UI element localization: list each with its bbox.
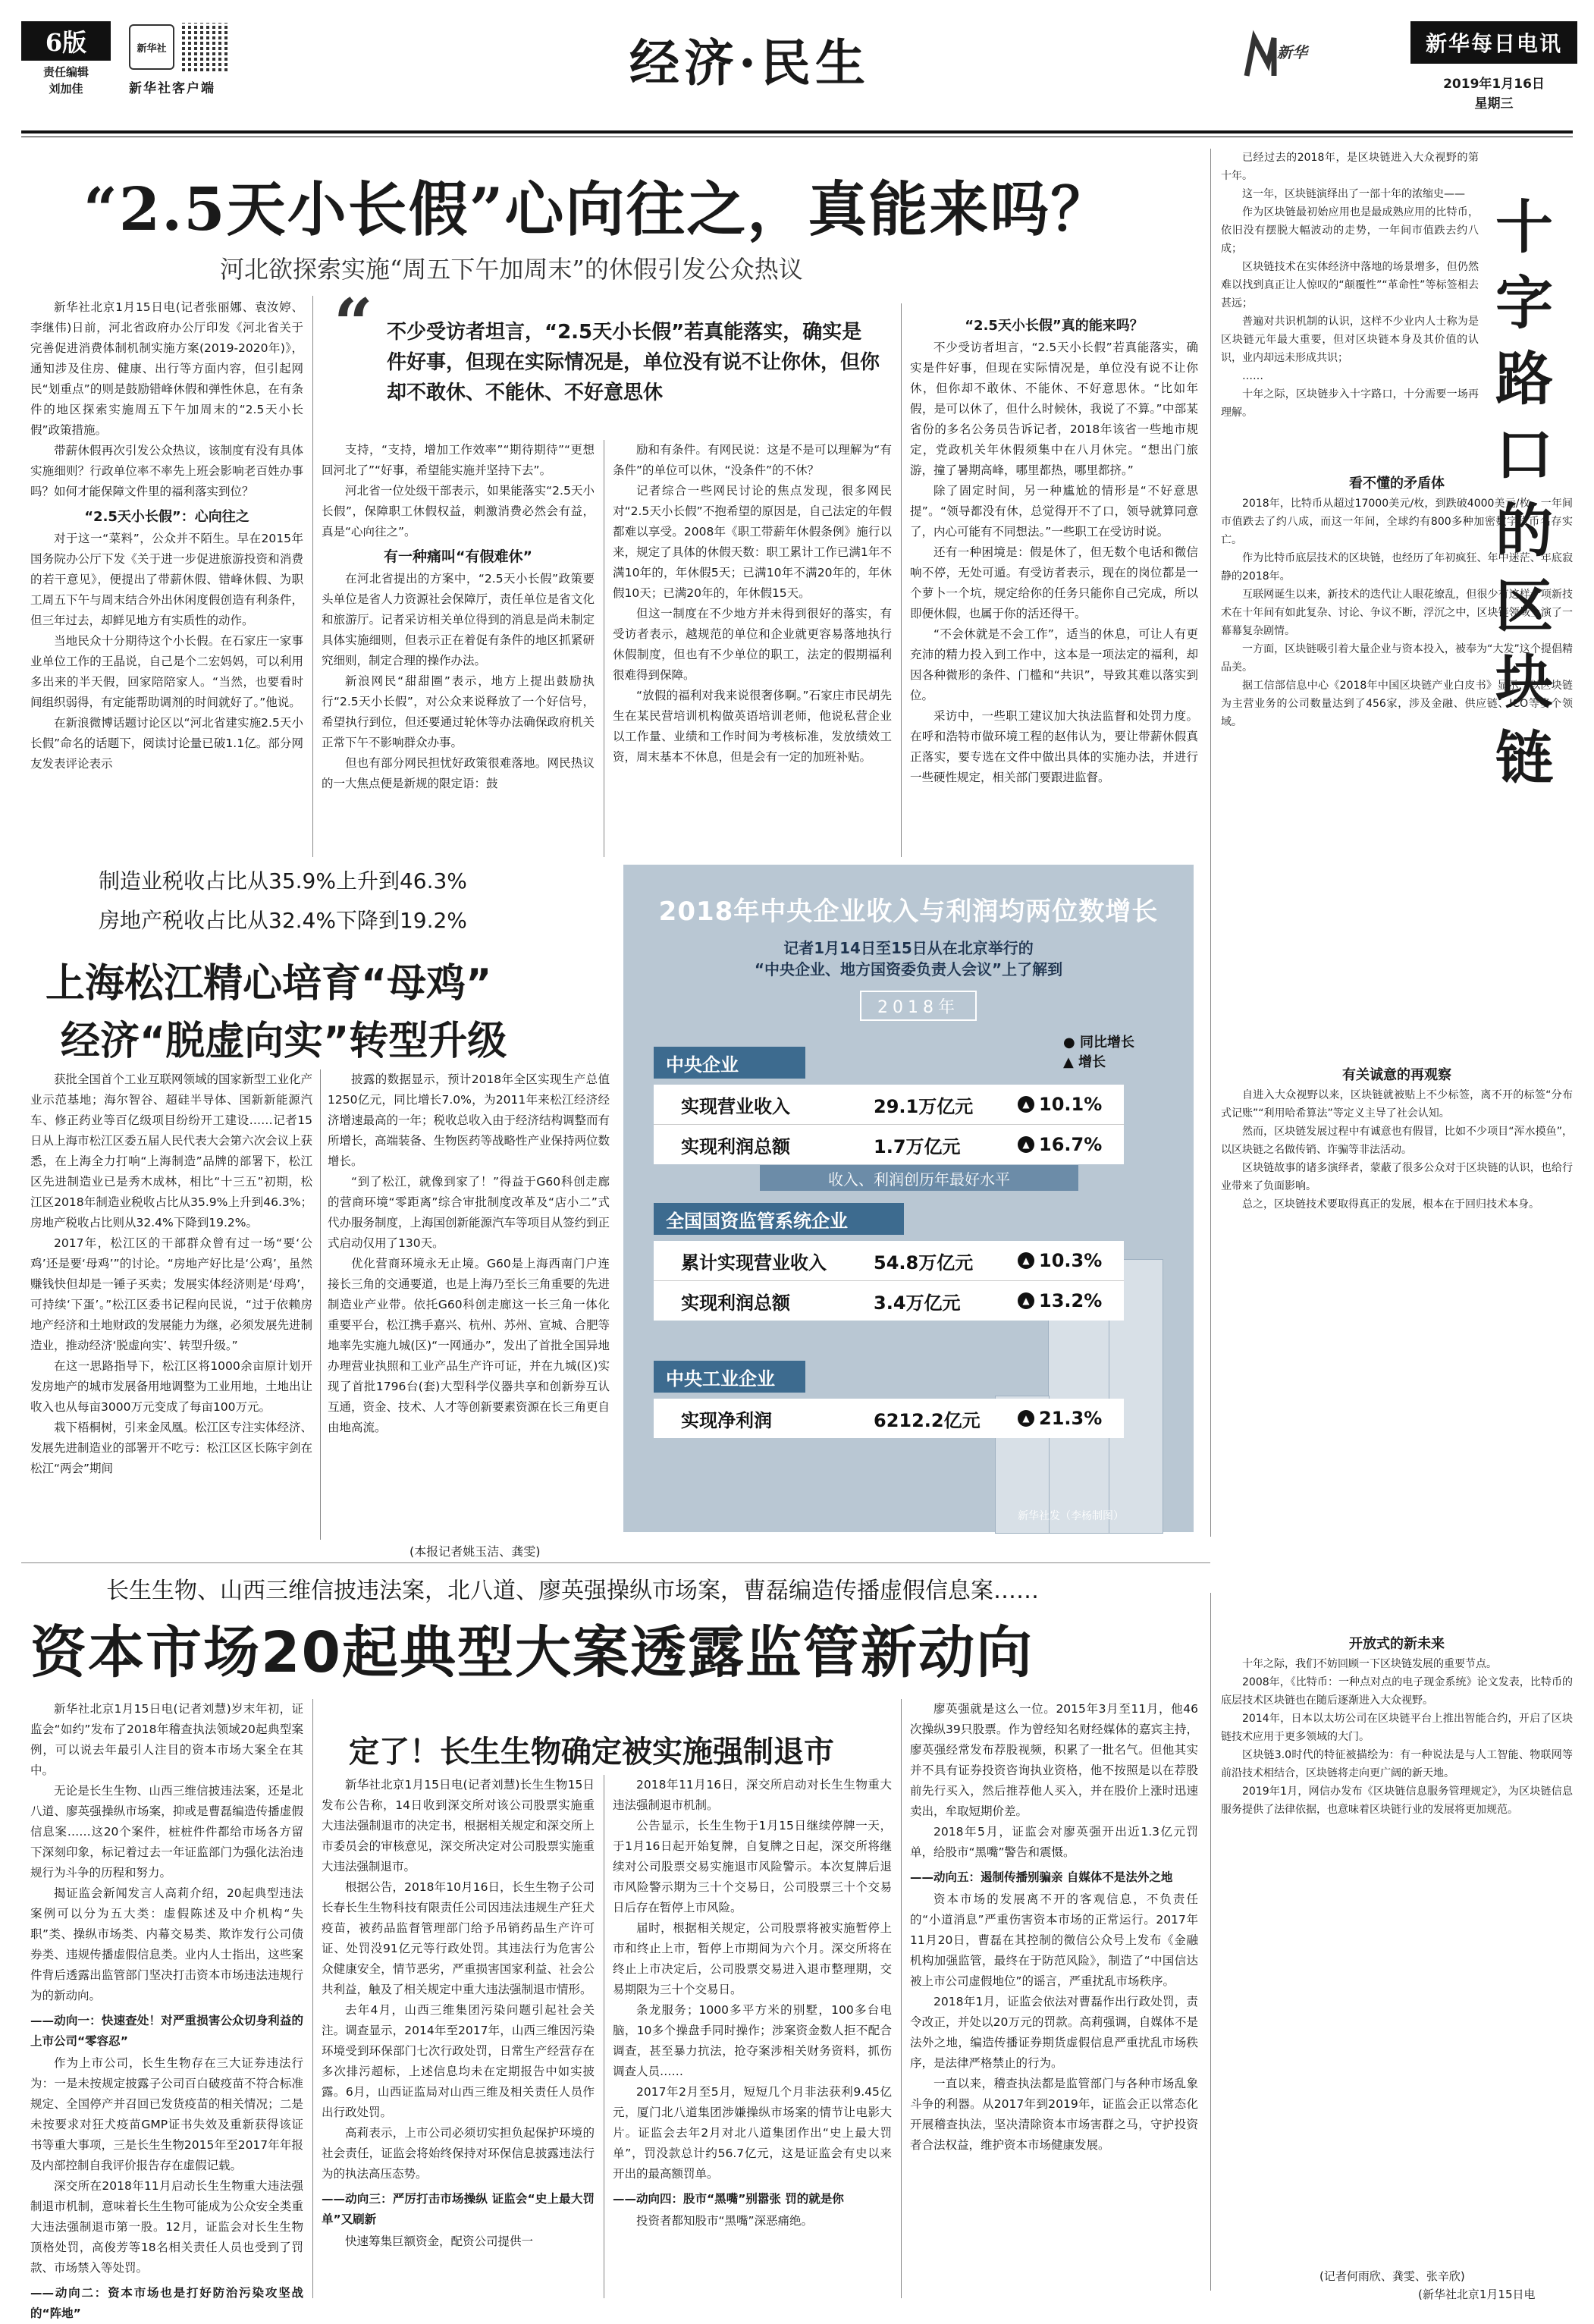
paragraph: 河北省一位处级干部表示，如果能落实“2.5天小长假”，保障职工休假权益，刺激消费必然会有益，真是“心向往之”。	[322, 484, 595, 539]
paragraph: 自进入大众视野以来，区块链就被贴上不少标签，离不开的标签“分布式记账”“利用哈希算法”等定义主导了社会认知。	[1221, 1089, 1573, 1120]
client-logo-area	[129, 20, 243, 111]
blockchain-title: 十字路口的区块链	[1495, 193, 1553, 792]
issue-date	[1410, 74, 1577, 114]
up-arrow-icon: ▲	[1018, 1252, 1034, 1269]
editor-info	[21, 64, 111, 97]
row-growth	[1018, 1094, 1102, 1115]
paragraph: 然而，区块链发展过程中有诚意也有假冒，比如不少项目“浑水摸鱼”，以区块链之名做传销、诈骗等非法活动。	[1221, 1126, 1573, 1156]
shanghai-tagline-1: 制造业税收占比从35.9%上升到46.3%	[99, 868, 467, 893]
lead-pull-quote: 不少受访者坦言，“2.5天小长假”若真能落实，确实是件好事，但现在实际情况是，单位没有说不让你休，但你却不敢休、不能休、不好意思休	[387, 321, 880, 404]
paragraph: 新华社北京1月15日电(记者张丽娜、袁汝婷、李继伟)日前，河北省政府办公厅印发《河北省关于完善促进消费体制机制实施方案(2019-2020年)》，通知涉及住房、健康、出行等方面内容，但引起网民“划重点”的则是鼓励错峰休假和弹性休息，在有条件的地区探索实施周五下午加周末的“2.5天小长假”政策措施。	[30, 300, 303, 437]
column-divider	[312, 296, 313, 857]
section-rule	[21, 1562, 1210, 1563]
column-divider	[320, 1069, 321, 1540]
lead-subhead-1: “2.5天小长假”：心向往之	[84, 509, 249, 525]
paragraph: 根据公告，2018年10月16日，长生生物子公司长春长生生物科技有限责任公司因违法违规生产狂犬疫苗，被药品监督管理部门给予吊销药品生产许可证、处罚没91亿元等行政处罚。其违法行为危害公众健康安全，情节恶劣，严重损害国家利益、社会公共利益，触及了相关规定中重大违法强制退市情形。	[322, 1880, 595, 1996]
row-label: 实现营业收入	[681, 1095, 790, 1117]
infographic-subtitle-line-1: 记者1月14日至15日从在北京举行的	[783, 939, 1034, 957]
paragraph: 优化营商环境永无止境。G60是上海西南门户连接长三角的交通要道，也是上海乃至长三角重要的先进制造业产业带。依托G60科创走廊这一长三角一体化重要平台，松江携手嘉兴、杭州、苏州、宣城、合肥等地率先实施九城(区)“一网通办”，发出了首批全国异地办理营业执照和工业产品生产许可证，并在九城(区)实现了首批1796台(套)大型科学仪器共享和创新券互认互通，资金、技术、人才等创新要素资源在长三角更自由地高流。	[328, 1257, 610, 1434]
paragraph: 2018年11月16日，深交所启动对长生生物重大违法强制退市机制。	[613, 1778, 892, 1812]
paragraph: 2018年5月，证监会对廖英强开出近1.3亿元罚单，给股市“黑嘴”警告和震慑。	[910, 1825, 1198, 1859]
paragraph: “放假的福利对我来说很奢侈啊。”石家庄市民胡先生在某民营培训机构做英语培训老师，他说私营企业以工作量、业绩和工作时间为考核标准，发放绩效工资，周末基本不休息，但是会有一定的加班补贴。	[613, 689, 892, 764]
news-logo-graphic	[1244, 30, 1307, 83]
paragraph: 记者综合一些网民讨论的焦点发现，很多网民对“2.5天小长假”不抱希望的原因是，自己法定的年假都难以享受。2008年《职工带薪年休假条例》施行以来，规定了具体的休假天数：职工累计工作已满1年不满10年的，年休假5天；已满10年不满20年的，年休假10天；已满20年的，年休假15天。	[613, 484, 892, 600]
data-row	[654, 1085, 1124, 1125]
data-row	[654, 1399, 1124, 1438]
up-arrow-icon: ▲	[1018, 1136, 1034, 1153]
lead-column-3	[613, 440, 892, 857]
paragraph: 廖英强就是这么一位。2015年3月至11月，他46次操纵39只股票。作为曾经知名财经媒体的嘉宾主持，廖英强经常发布荐股视频，积累了一批名气。但他其实并不具有证券投资咨询执业资格，他不按照是以在荐股前先行买入，然后推荐他人买入，并在股价上涨时迅速卖出，牟取短期价差。	[910, 1702, 1198, 1818]
paragraph: 去年4月，山西三维集团污染问题引起社会关注。调查显示，2014年至2017年，山西三维因污染环境受到环保部门七次行政处罚，日常生产经营存在多次排污超标，上述信息均未在定期报告中如实披露。6月，山西证监局对山西三维及相关责任人员作出行政处罚。	[322, 2003, 595, 2119]
paragraph: 区块链技术在实体经济中落地的场景增多，但仍然难以找到真正让人惊叹的“颠覆性”“革命性”等标签相去甚远；	[1221, 261, 1479, 309]
paragraph: 披露的数据显示，预计2018年全区实现生产总值1250亿元，同比增长7.0%，为2011年来松江经济经济增速最高的一年；税收总收入由于经济结构调整而有所增长，高端装备、生物医药等战略性产业保持两位数增长。	[328, 1072, 610, 1168]
legend-yoy-label: 同比增长	[1080, 1035, 1134, 1051]
up-arrow-icon: ▲	[1018, 1096, 1034, 1113]
shanghai-headline-2: 经济“脱虚向实”转型升级	[61, 1019, 507, 1064]
row-value: 29.1万亿元	[874, 1095, 974, 1117]
lead-headline: “2.5天小长假”心向往之，真能来吗？	[83, 175, 1112, 244]
row-growth-value: 21.3%	[1039, 1408, 1103, 1429]
paragraph: 总之，区块链技术要取得真正的发展，根本在于回归技术本身。	[1242, 1198, 1539, 1211]
blockchain-subhead-2: 有关诚意的再观察	[1342, 1067, 1451, 1083]
capital-subhead-2: ——动向二：资本市场也是打好防治污染攻坚战的“阵地”	[30, 2286, 303, 2320]
paragraph: 2018年1月，证监会依法对曹磊作出行政处罚，责令改正，并处以20万元的罚款。高莉强调，自媒体不是法外之地，编造传播证券期货虚假信息严重扰乱市场秩序，是法律严格禁止的行为。	[910, 1995, 1198, 2070]
legend-inc-label: 增长	[1078, 1054, 1106, 1070]
capital-column-2	[322, 1775, 595, 2298]
date-text: 2019年1月16日	[1443, 77, 1545, 92]
paragraph: 作为区块链最初始应用也是最成熟应用的比特币，依旧没有摆脱大幅波动的走势，一年间市值跌去约八成；	[1221, 206, 1479, 255]
paragraph: 除了固定时间，另一种尴尬的情形是“不好意思提”。“领导都没有休，总觉得开不了口，领导就算同意了，内心可能有不同想法。”一些职工在受访时说。	[910, 484, 1198, 539]
up-arrow-icon: ▲	[1018, 1410, 1034, 1427]
lead-subhead-2: 有一种痛叫“有假难休”	[384, 548, 532, 565]
lead-column-1	[30, 297, 303, 887]
row-label: 实现利润总额	[681, 1135, 790, 1157]
news-logo-icon	[1244, 30, 1307, 91]
capital-column-3	[613, 1775, 892, 2298]
paragraph: 在这一思路指导下，松江区将1000余亩原计划开发房地产的城市发展备用地调整为工业用地，土地出让收入也从每亩3000万元变成了每亩100万元。	[30, 1359, 313, 1414]
paragraph: 据工信部信息中心《2018年中国区块链产业白皮书》显示，以区块链为主营业务的公司数量达到了456家，涉及金融、供应链、ICO等多个领域。	[1221, 680, 1573, 728]
paragraph: 在河北省提出的方案中，“2.5天小长假”政策要头单位是省人力资源社会保障厅，责任单位是省文化和旅游厅。记者采访相关单位得到的消息是尚未制定具体实施细则，但表示正在着促有条件的地区抓紧研究细则，制定合理的操作办法。	[322, 572, 595, 667]
row-growth	[1018, 1134, 1102, 1155]
paragraph: 资本市场的发展离不开的客观信息，不负责任的“小道消息”严重伤害资本市场的正常运行。2017年11月20日，曹磊在其控制的微信公众号上发布《金融机构加强监管，最终在于防范风险》，制造了“中国信达被上市公司虚假地位”的谣言，严重扰乱市场秩序。	[910, 1892, 1198, 1988]
group-central-soe-panel	[654, 1085, 1124, 1164]
paragraph: 作为上市公司，长生生物存在三大证券违法行为：一是未按规定披露子公司百白破疫苗不符合标准规定、全国停产并召回已发货疫苗的相关情况；二是未按要求对狂犬疫苗GMP证书失效及重新获得该证书等重大事项，三是长生生物2015年至2017年年报及内部控制自我评价报告存在虚假记载。	[30, 2056, 303, 2172]
column-divider	[901, 303, 902, 857]
paragraph: 2018年，比特币从超过17000美元/枚，到跌破4000美元/枚，一年间市值跌去了约八成，而这一年间，全球约有800多种加密数字货币名存实亡。	[1221, 498, 1573, 546]
shanghai-byline: (本报记者姚玉洁、龚雯)	[409, 1544, 541, 1559]
section-title: 经济·民生	[629, 33, 870, 93]
capital-subhead-3: ——动向三：严厉打击市场操纵 证监会“史上最大罚单”又刷新	[322, 2192, 595, 2226]
up-arrow-icon: ▲	[1018, 1292, 1034, 1309]
blockchain-section-3	[1221, 1631, 1573, 2260]
infographic-credit: 新华社发（李杨制图）	[1018, 1510, 1124, 1522]
record-banner: 收入、利润创历年最好水平	[760, 1165, 1078, 1191]
blockchain-byline-authors: (记者何雨欣、龚雯、张辛欣)	[1319, 2269, 1465, 2283]
lead-column-4	[910, 311, 1198, 857]
blockchain-dateline: (新华社北京1月15日电	[1418, 2288, 1536, 2301]
paragraph: 励和有条件。有网民说：这是不是可以理解为“有条件”的单位可以休，“没条件”的不休？	[613, 443, 892, 477]
paragraph: 十年之际，我们不妨回顾一下区块链发展的重要节点。	[1242, 1658, 1497, 1670]
paragraph: 在新浪微博话题讨论区以“河北省建实施2.5天小长假”命名的话题下，阅读讨论量已破1.1亿。部分网友发表评论表示	[30, 716, 303, 771]
paragraph: 2017年，松江区的干部群众曾有过一场“要‘公鸡’还是要‘母鸡’”的讨论。“房地产好比是‘公鸡’，虽然赚钱快但却是一锤子买卖；发展实体经济则是‘母鸡’，可持续‘下蛋’。”松江区委书记程向民说，“过于依赖房地产经济和土地财政的发展能力为继，必须发展先进制造业，推动经济‘脱虚向实’、转型升级。”	[30, 1236, 313, 1352]
paragraph: 普遍对共识机制的认识，这样不少业内人士称为是区块链元年最大重要，但对区块链本身及其价值的认识，业内却远未形成共识；	[1221, 316, 1479, 364]
capital-subhead-1: ——动向一：快速查处！对严重损害公众切身利益的上市公司“零容忍”	[30, 2014, 303, 2048]
qr-code-overlay	[182, 23, 231, 71]
shanghai-tagline-2: 房地产税收占比从32.4%下降到19.2%	[99, 908, 467, 933]
capital-subheadline: 长生生物、山西三维信披违法案，北八道、廖英强操纵市场案，曹磊编造传播虚假信息案……	[106, 1578, 1039, 1604]
paragraph: 公告显示，长生生物于1月15日继续停牌一天，于1月16日起开始复牌，自复牌之日起，深交所将继续对公司股票交易实施退市风险警示。本次复牌后退市风险警示期为三十个交易日，公司股票三十个交易日后存在暂停上市风险。	[613, 1819, 892, 1914]
paragraph: 支持，“支持，增加工作效率”“期待期待”“更想回河北了”“好事，希望能实施并坚持下去”。	[322, 443, 595, 477]
paragraph: 揭证监会新闻发言人高莉介绍，20起典型违法案例可以分为五大类：虚假陈述及中介机构“失职”类、操纵市场类、内幕交易类、欺诈发行公司债券类、违规传播虚假信息类。业内人士指出，这些案件背后透露出监管部门坚决打击资本市场违法违规行为的新动向。	[30, 1886, 303, 2002]
row-label: 实现净利润	[681, 1409, 772, 1431]
capital-column-1	[30, 1699, 303, 2320]
infographic-subtitle	[623, 937, 1194, 980]
paragraph: 高莉表示，上市公司必须切实担负起保护环境的社会责任，证监会将始终保持对环保信息披露违法行为的执法高压态势。	[322, 2126, 595, 2181]
paragraph: 投资者都知股市“黑嘴”深恶痛绝。	[636, 2214, 814, 2228]
column-divider	[901, 1699, 902, 2298]
group-national-soe-panel	[654, 1241, 1124, 1321]
paragraph: 当地民众十分期待这个小长假。在石家庄一家事业单位工作的王晶说，自己是个二宏妈妈，可以利用多出来的半天假，回家陪陪家人。“当然，也要看时间组织弱得，有定能帮助调剂的时间就好了。”他说。	[30, 634, 303, 709]
lead-subheadline: 河北欲探索实施“周五下午加周末”的休假引发公众热议	[220, 255, 803, 284]
paragraph: 一直以来，稽查执法都是监管部门与各种市场乱象斗争的利器。从2017年到2019年，证监会正以常态化开展稽查执法，坚决清除资本市场害群之马，守护投资者合法权益，维护资本市场健康发展。	[910, 2077, 1198, 2152]
blockchain-subhead-3: 开放式的新未来	[1349, 1636, 1445, 1652]
row-growth-value: 16.7%	[1039, 1134, 1103, 1155]
blockchain-section-1	[1221, 470, 1573, 1054]
group-central-soe: 中央企业	[654, 1047, 805, 1079]
blockchain-divider	[1210, 149, 1211, 1537]
paragraph: 采访中，一些职工建议加大执法监督和处罚力度。在呼和浩特市做环境工程的赵伟认为，要让带薪休假真正落实，要专选在文件中做出具体的实施办法，并进行一些硬性规定，相关部门要跟进监督。	[910, 709, 1198, 784]
row-growth	[1018, 1408, 1102, 1429]
paragraph: 但也有部分网民担忧好政策很难落地。网民热议的一大焦点便是新规的限定语：鼓	[322, 756, 595, 790]
capital-subhead-5: ——动向五：遏制传播别骗亲 自媒体不是法外之地	[910, 1870, 1173, 1884]
paragraph: 新华社北京1月15日电(记者刘慧)岁末年初，证监会“如约”发布了2018年稽查执法领域20起典型案例，可以说去年最引人注目的资本市场大案全在其中。	[30, 1702, 303, 1777]
paragraph: 作为比特币底层技术的区块链，也经历了年初疯狂、年中迷茫、年底寂静的2018年。	[1221, 552, 1573, 583]
paragraph: 带薪休假再次引发公众热议，该制度有没有具体实施细则？行政单位率不率先上班会影响老百姓办事吗？如何才能保障文件里的福利落实到位？	[30, 444, 303, 498]
paragraph: “到了松江，就像到家了！”得益于G60科创走廊的营商环境“零距离”综合审批制度改革及“店小二”式代办服务制度，上海国创新能源汽车等项目从签约到正式启动仅用了130天。	[328, 1175, 610, 1250]
paragraph: 获批全国首个工业互联网领域的国家新型工业化产业示范基地；海尔智谷、超硅半导体、国新新能源汽车、修正药业等百亿级项目纷纷开工建设……记者15日从上海市松江区委五届人民代表大会第六次会议上获悉，在上海全力打响“上海制造”品牌的部署下，松江区先进制造业已是秀木成林，相比“十三五”初期，松江区2018年制造业税收占比从35.9%上升到46.3%；房地产税收占比则从32.4%下降到19.2%。	[30, 1072, 313, 1230]
weekday-text: 星期三	[1474, 96, 1514, 111]
client-label: 新华社客户端	[129, 81, 215, 96]
delisting-headline: 定了！长生生物确定被实施强制退市	[349, 1735, 834, 1770]
paragraph: 无论是长生生物、山西三维信披违法案，还是北八道、廖英强操纵市场案，抑或是曹磊编造传播虚假信息案……这20个案件，桩桩件件都给市场各方留下深刻印象，标记着过去一年证监部门为强化法治违规行为斗争的历程和努力。	[30, 1784, 303, 1880]
infographic-title: 2018年中央企业收入与利润均两位数增长	[658, 897, 1159, 927]
blockchain-section-2	[1221, 1062, 1573, 1623]
paragraph: 一方面，区块链吸引着大量企业与资本投入，被奉为“大发”这个提倡精品美。	[1221, 643, 1573, 674]
editor-label: 责任编辑	[42, 65, 89, 79]
paragraph: 条龙服务；1000多平方米的别墅，100多台电脑，10多个操盘手同时操作；涉案资金数人拒不配合调查，甚至暴力抗法，抢夺案涉相关财务资料，抓伤调查人员……	[613, 2003, 892, 2078]
shanghai-headline-1: 上海松江精心培育“母鸡”	[45, 961, 492, 1007]
paragraph: 2017年2月至5月，短短几个月非法获利9.45亿元，厦门北八道集团涉嫌操纵市场案的情节让电影大片。证监会去年2月对北八道集团作出“史上最大罚单”，罚没款总计约56.7亿元，这是证监会有史以来开出的最高额罚单。	[613, 2085, 892, 2181]
shanghai-column-2	[328, 1069, 610, 1540]
blockchain-divider-lower	[1210, 1593, 1211, 2291]
row-growth-value: 10.1%	[1039, 1094, 1103, 1115]
paragraph: 快速筹集巨额资金，配资公司提供一	[345, 2234, 534, 2248]
paragraph: 2014年，日本以太坊公司在区块链平台上推出智能合约，开启了区块链技术应用于更多领域的大门。	[1221, 1713, 1573, 1743]
row-growth	[1018, 1290, 1102, 1311]
row-value: 6212.2亿元	[874, 1409, 981, 1431]
paragraph: 区块链故事的诸多演绎者，蒙蔽了很多公众对于区块链的认识，也给行业带来了负面影响。	[1221, 1162, 1573, 1192]
yoy-icon: ●	[1063, 1035, 1075, 1051]
row-growth-value: 10.3%	[1039, 1250, 1103, 1271]
paragraph: 已经过去的2018年，是区块链进入大众视野的第十年。	[1221, 152, 1479, 182]
capital-headline: 资本市场20起典型大案透露监管新动向	[30, 1620, 1034, 1685]
paragraph: 2019年1月，网信办发布《区块链信息服务管理规定》，为区块链信息服务提供了法律依据，也意味着区块链行业的发展将更加规范。	[1221, 1785, 1573, 1816]
capital-subhead-4: ——动向四：股市“黑嘴”别嚣张 罚的就是你	[613, 2192, 844, 2206]
column-divider	[312, 1699, 313, 2298]
brand-title: 新华每日电讯	[1410, 21, 1577, 64]
infographic-legend	[1063, 1033, 1134, 1072]
paragraph: 区块链3.0时代的特征被描绘为：有一种说法是与人工智能、物联网等前沿技术相结合，区块链将走向更广阔的新天地。	[1221, 1749, 1573, 1779]
blockchain-intro	[1221, 149, 1479, 467]
paragraph: 对于这一“菜料”，公众并不陌生。早在2015年国务院办公厅下发《关于进一步促进旅游投资和消费的若干意见》，便提出了带薪休假、错峰休假、为职工周五下午与周末结合外出休闲度假创造有利条件，但三年过去，却鲜见地方有实质性的动作。	[30, 532, 303, 627]
paragraph: 但这一制度在不少地方并未得到很好的落实，有受访者表示，越规范的单位和企业就更容易落地执行休假制度，但也有不少单位的职工，法定的假期福利很难得到保障。	[613, 607, 892, 682]
row-value: 1.7万亿元	[874, 1135, 961, 1157]
group-central-industrial-panel	[654, 1399, 1124, 1438]
quote-mark-icon: “	[334, 284, 373, 364]
paragraph: 栽下梧桐树，引来金凤凰。松江区专注实体经济、发展先进制造业的部署开不吃亏：松江区区长陈宇剑在松江“两会”期间	[30, 1421, 313, 1475]
xinhua-logo-icon: 新华社	[129, 24, 174, 70]
paragraph: “不会休就是不会工作”，适当的休息，可让人有更充沛的精力投入到工作中，这本是一项法定的福利，却因各种微形的条件、门槛和“共识”，导致其难以落实到位。	[910, 627, 1198, 702]
blockchain-subhead-1: 看不懂的矛盾体	[1349, 476, 1445, 491]
soe-infographic	[623, 865, 1194, 1532]
legend-yoy	[1063, 1033, 1134, 1053]
paragraph: 深交所在2018年11月启动长生生物重大违法强制退市机制，意味着长生生物可能成为公众安全类重大违法强制退市第一股。12月，证监会对长生生物顶格处罚，高俊芳等18名相关责任人员也受到了罚款、市场禁入等处罚。	[30, 2179, 303, 2275]
paragraph: ……	[1242, 370, 1263, 382]
legend-inc	[1063, 1053, 1134, 1072]
paragraph: 新华社北京1月15日电(记者刘慧)长生生物15日发布公告称，14日收到深交所对该公司股票实施重大违法强制退市的决定书，根据相关规定和深交所上市委员会的审核意见，深交所决定对公司股票实施重大违法强制退市。	[322, 1778, 595, 1873]
paragraph: 不少受访者坦言，“2.5天小长假”若真能落实，确实是件好事，但现在实际情况是，单位没有说不让你休，但你却不敢休、不能休、不好意思休。“比如年假，是可以休了，但什么时候休，我说了不算。”中部某省份的多名公务员告诉记者，2018年该省一些地市规定，党政机关年休假须集中在八月休完。“想出门旅游，撞了暑期高峰，哪里都热，哪里都挤。”	[910, 341, 1198, 477]
data-row	[654, 1125, 1124, 1164]
group-national-soe: 全国国资监管系统企业	[654, 1203, 904, 1235]
row-value: 54.8万亿元	[874, 1252, 974, 1273]
paragraph: 2008年，《比特币：一种点对点的电子现金系统》论文发表，比特币的底层技术区块链也在随后逐渐进入大众视野。	[1221, 1676, 1573, 1707]
paragraph: 互联网诞生以来，新技术的迭代让人眼花缭乱，但很少有这样一项新技术在十年间有如此复杂、讨论、争议不断，浮沉之中，区块链领域上演了一幕幕复杂剧情。	[1221, 589, 1573, 637]
news-logo-text: 新华	[1277, 43, 1307, 61]
infographic-subtitle-line-2: “中央企业、地方国资委负责人会议”上了解到	[754, 960, 1063, 978]
lead-subhead-3: “2.5天小长假”真的能来吗？	[965, 318, 1144, 334]
page-number: 6版	[21, 21, 111, 61]
group-central-industrial: 中央工业企业	[654, 1361, 805, 1393]
blockchain-byline	[1319, 2268, 1465, 2284]
row-value: 3.4万亿元	[874, 1292, 961, 1314]
editor-name: 刘加佳	[49, 82, 83, 96]
paragraph: 十年之际，区块链步入十字路口，十分需要一场再理解。	[1221, 388, 1479, 419]
data-row	[654, 1241, 1124, 1281]
row-label: 累计实现营业收入	[681, 1252, 827, 1273]
paragraph: 新浪网民“甜甜圈”表示，地方上提出鼓励执行“2.5天小长假”，对公众来说释放了一个好信号，希望执行到位，但还要通过轮休等办法确保政府机关正常下午不影响群众办事。	[322, 674, 595, 749]
up-arrow-icon: ▲	[1063, 1054, 1074, 1070]
row-growth-value: 13.2%	[1039, 1290, 1103, 1311]
shanghai-column-1	[30, 1069, 312, 1540]
paragraph: 届时，根据相关规定，公司股票将被实施暂停上市和终止上市，暂停上市期间为六个月。深交所将在终止上市决定后，公司股票交易进入退市整理期，交易期限为三十个交易日。	[613, 1921, 892, 1996]
row-label: 实现利润总额	[681, 1292, 790, 1314]
top-rule	[21, 130, 1573, 133]
paragraph: 这一年，区块链演绎出了一部十年的浓缩史——	[1242, 188, 1465, 200]
paragraph: 还有一种困境是：假是休了，但无数个电话和微信响不停，无处可遁。有受访者表示，现在的岗位都是一个萝卜一个坑，规定给你的任务只能你自己完成，所以即便休假，也属于你的活还得干。	[910, 545, 1198, 620]
lead-column-2	[322, 440, 595, 857]
year-badge: 2018年	[860, 991, 977, 1021]
capital-column-4	[910, 1699, 1198, 2298]
data-row	[654, 1281, 1124, 1321]
row-growth	[1018, 1250, 1102, 1271]
